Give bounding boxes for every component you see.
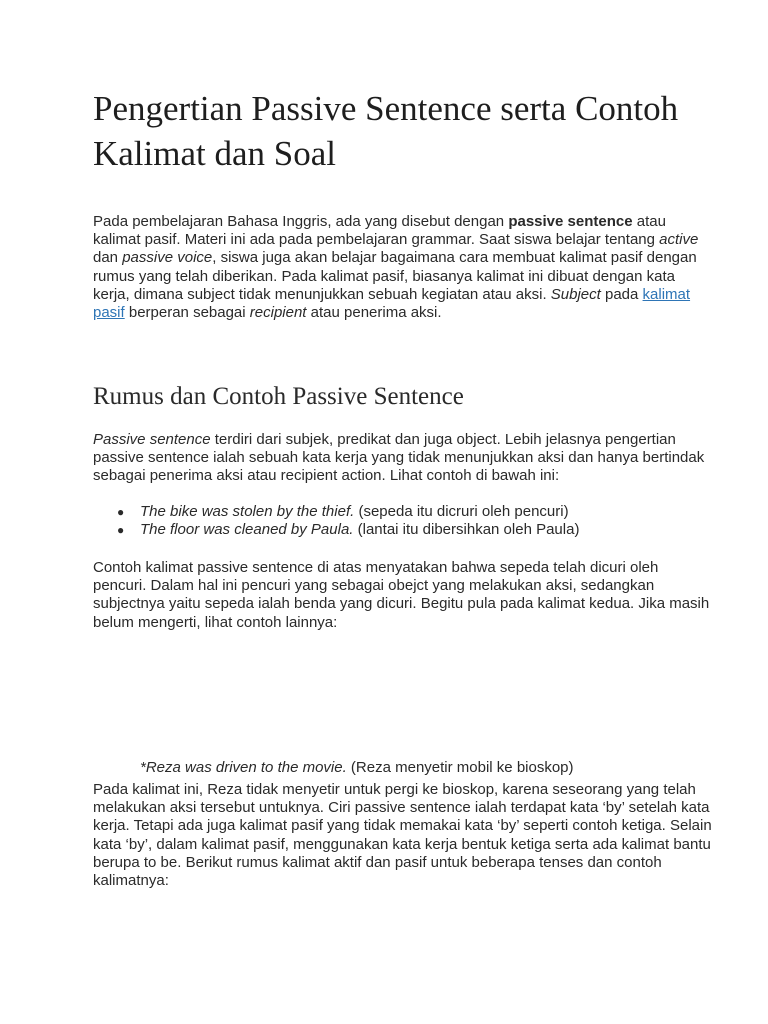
list-item bbox=[93, 503, 713, 521]
definition-italic-term: Passive sentence bbox=[93, 431, 211, 448]
example-translation: (lantai itu dibersihkan oleh Paula) bbox=[353, 521, 580, 539]
closing-paragraph: Pada kalimat ini, Reza tidak menyetir untuk pergi ke bioskop, karena seseorang yang telah melakukan aksi tersebut untuknya. Ciri passive sentence ialah terdapat kata ‘by’ setelah kata kerja. Tetapi ada juga kalimat pasif yang tidak memakai kata ‘by’ seperti contoh ketiga. Selain kata ‘by’, dalam kalimat pasif, menggunakan kata kerja bentuk ketiga serta ada kalimat bantu berupa to be. Berikut rumus kalimat aktif dan pasif untuk beberapa tenses dan contoh kalimatnya: bbox=[93, 781, 712, 890]
intro-text-5: pada bbox=[600, 285, 643, 303]
bullet-icon: ● bbox=[117, 523, 125, 538]
example-list bbox=[93, 503, 713, 539]
intro-text-1: Pada pembelajaran Bahasa Inggris, ada yang disebut dengan bbox=[93, 213, 509, 230]
example-english: The bike was stolen by the thief. bbox=[140, 503, 355, 520]
intro-text-4: , siswa juga akan belajar bagaimana cara membuat kalimat pasif dengan rumus yang telah diberikan. Pada kalimat pasif, biasanya kalimat ini dibuat dengan kata kerja, dimana subject tidak menunjukkan sebuah kegiatan atau aksi. bbox=[93, 249, 697, 303]
intro-text-6: berperan sebagai bbox=[124, 304, 250, 322]
intro-text-7: atau penerima aksi. bbox=[306, 304, 442, 322]
intro-italic-subject: Subject bbox=[550, 285, 601, 303]
intro-italic-recipient: recipient bbox=[249, 304, 307, 322]
example-three bbox=[140, 759, 574, 777]
intro-paragraph bbox=[93, 213, 713, 322]
example-english: The floor was cleaned by Paula. bbox=[140, 521, 354, 539]
definition-text: terdiri dari subjek, predikat dan juga object. Lebih jelasnya pengertian passive sentence ialah sebuah kata kerja yang tidak menunjukkan aksi dan hanya bertindak sebagai penerima aksi atau recipient action. Lihat contoh di bawah ini: bbox=[93, 431, 705, 485]
example-three-translation: (Reza menyetir mobil ke bioskop) bbox=[346, 759, 574, 776]
intro-italic-active: active bbox=[659, 231, 699, 249]
list-item bbox=[93, 521, 713, 539]
example-translation: (sepeda itu dicruri oleh pencuri) bbox=[354, 503, 569, 520]
bullet-icon: ● bbox=[117, 505, 125, 519]
intro-text-3: dan bbox=[93, 249, 123, 267]
intro-italic-passive-voice: passive voice bbox=[122, 249, 213, 267]
definition-paragraph bbox=[93, 431, 713, 486]
page-title: Pengertian Passive Sentence serta Contoh Kalimat dan Soal bbox=[93, 89, 679, 173]
example-three-english: *Reza was driven to the movie. bbox=[140, 759, 347, 776]
kalimat-pasif-link[interactable]: kalimat pasif bbox=[93, 285, 691, 322]
explanation-paragraph: Contoh kalimat passive sentence di atas menyatakan bahwa sepeda telah dicuri oleh pencuri. Dalam hal ini pencuri yang sebagai obejct yang melakukan aksi, sedangkan subjectnya yaitu sepeda ialah benda yang dicuri. Begitu pula pada kalimat kedua. Jika masih belum mengerti, lihat contoh lainnya: bbox=[93, 559, 710, 631]
intro-bold-term: passive sentence bbox=[508, 213, 633, 230]
section-heading: Rumus dan Contoh Passive Sentence bbox=[93, 383, 464, 410]
intro-text-2: atau kalimat pasif. Materi ini ada pada pembelajaran grammar. Saat siswa belajar tentang bbox=[93, 213, 666, 249]
